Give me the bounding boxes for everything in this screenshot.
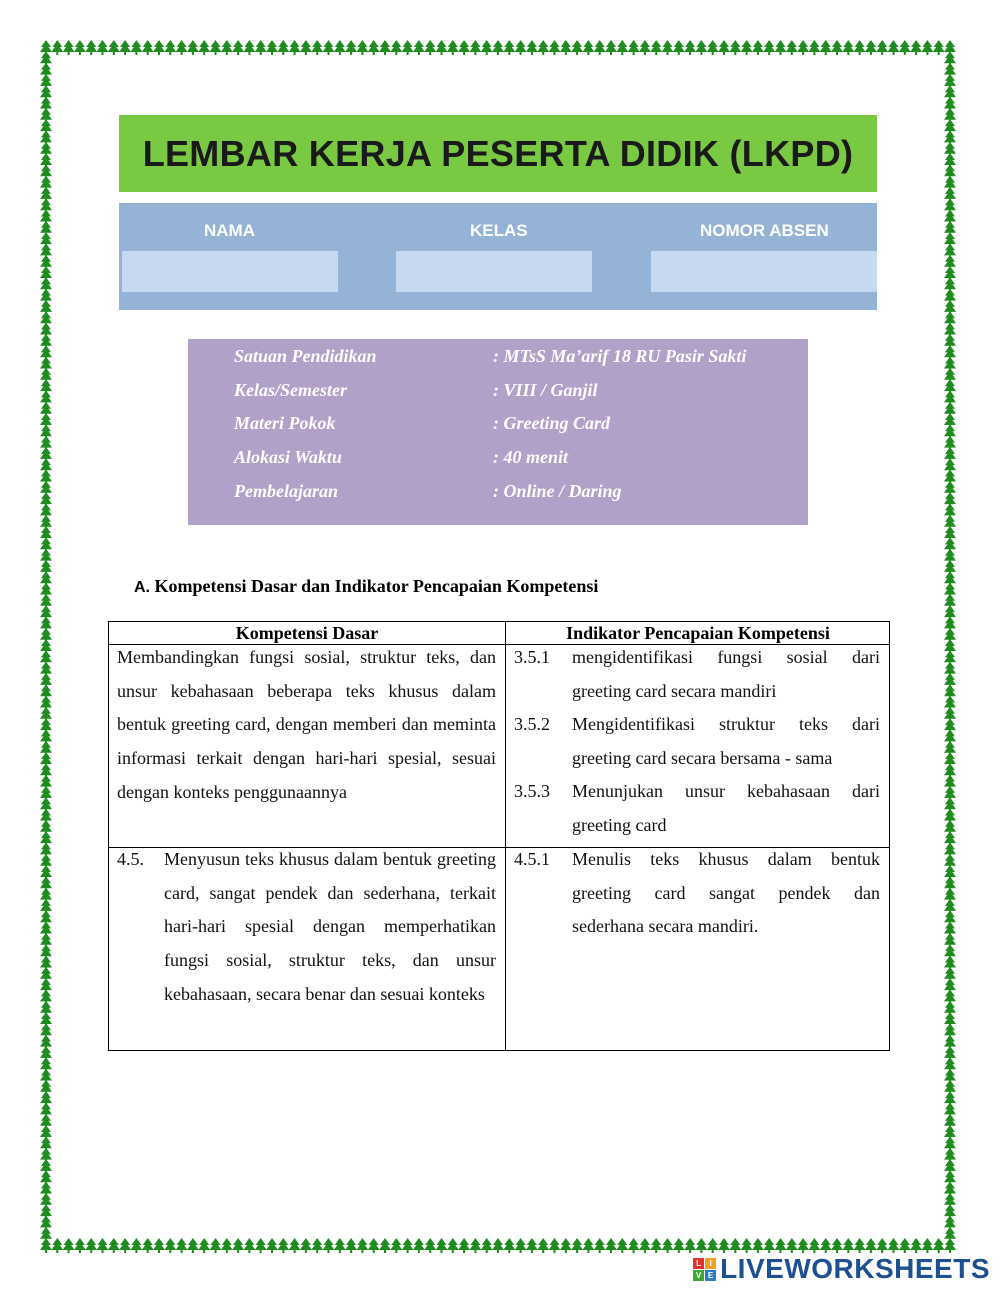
class-input[interactable] xyxy=(396,251,592,292)
competency-table xyxy=(108,621,890,1051)
info-label: Materi Pokok xyxy=(234,413,336,433)
indicator-number: 4.5.1 xyxy=(514,849,550,869)
table-header-kd: Kompetensi Dasar xyxy=(235,623,379,643)
info-label: Alokasi Waktu xyxy=(234,447,342,467)
kd-4-5-text: Menyusun teks khusus dalam bentuk greeting card, sangat pendek dan sederhana, terkait hari-hari spesial dengan memperhatikan fungsi sosial, struktur teks, dan unsur kebahasaan, secara benar dan sesuai konteks xyxy=(164,849,496,1004)
indicator-number: 3.5.2 xyxy=(514,714,550,734)
table-header-indicator: Indikator Pencapaian Kompetensi xyxy=(566,623,830,643)
name-label: NAMA xyxy=(204,221,255,240)
info-value: : 40 menit xyxy=(493,447,568,467)
indicator-text: mengidentifikasi fungsi sosial dari greeting card secara mandiri xyxy=(572,647,880,701)
indicator-text: Menulis teks khusus dalam bentuk greeting card sangat pendek dan sederhana secara mandiri. xyxy=(572,849,880,937)
info-label: Satuan Pendidikan xyxy=(234,346,377,366)
worksheet-title: LEMBAR KERJA PESERTA DIDIK (LKPD) xyxy=(142,132,854,174)
worksheet-title-bar xyxy=(119,115,877,192)
liveworksheets-text: LIVEWORKSHEETS xyxy=(720,1253,990,1284)
info-label: Kelas/Semester xyxy=(234,380,347,400)
liveworksheets-logo-icon: L I V E xyxy=(693,1258,716,1281)
info-value: : Greeting Card xyxy=(493,413,610,433)
indicator-number: 3.5.1 xyxy=(514,647,550,667)
student-identity-box xyxy=(119,203,877,310)
kd-3-5-text: Membandingkan fungsi sosial, struktur teks, dan unsur kebahasaan beberapa teks khusus dalam bentuk greeting card, dengan memberi dan meminta informasi terkait dengan hari-hari spesial, sesuai dengan konteks penggunaannya xyxy=(117,647,496,802)
info-value: : Online / Daring xyxy=(493,481,622,501)
indicator-text: Mengidentifikasi struktur teks dari greeting card secara bersama - sama xyxy=(572,714,880,768)
indicator-number: 3.5.3 xyxy=(514,781,550,801)
name-input[interactable] xyxy=(122,251,338,292)
absence-number-input[interactable] xyxy=(651,251,877,292)
lesson-info-box xyxy=(188,339,808,525)
kd-4-5-number: 4.5. xyxy=(117,849,144,869)
section-heading xyxy=(134,576,598,597)
section-letter: A. xyxy=(134,579,150,596)
liveworksheets-watermark xyxy=(693,1253,990,1285)
section-title: Kompetensi Dasar dan Indikator Pencapaian Kompetensi xyxy=(154,576,599,596)
info-label: Pembelajaran xyxy=(234,481,338,501)
info-value: : MTsS Ma’arif 18 RU Pasir Sakti xyxy=(493,346,747,366)
info-value: : VIII / Ganjil xyxy=(493,380,598,400)
indicator-text: Menunjukan unsur kebahasaan dari greeting card xyxy=(572,781,880,835)
absence-number-label: NOMOR ABSEN xyxy=(700,221,829,240)
class-label: KELAS xyxy=(470,221,528,240)
